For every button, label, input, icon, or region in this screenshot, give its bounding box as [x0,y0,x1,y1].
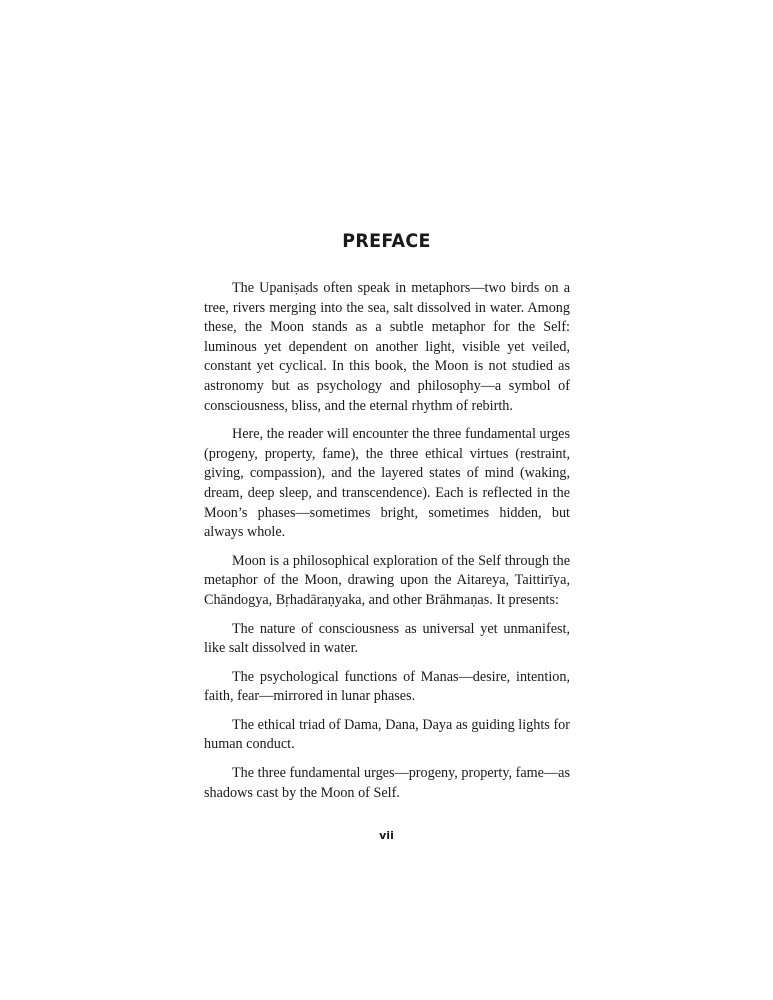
page-number: vii [379,829,394,842]
paragraph: The ethical triad of Dama, Dana, Daya as guiding lights for human conduct. [204,716,570,753]
paragraph: The nature of consciousness as universal yet unmanifest, like salt dissolved in water. [204,620,570,657]
paragraph: The three fundamental urges—progeny, property, fame—as shadows cast by the Moon of Self. [204,765,570,801]
paragraph: The Upaniṣads often speak in metaphors—two birds on a tree, rivers merging into the sea, salt dissolved in water. Among these, the Moon stands as a subtle metaphor for the Self: luminous yet dependent on another light, visible yet veiled, constant yet cyclical. In this book, the Moon is not studied as astronomy but as psychology and philosophy—a symbol of consciousness, bliss, and the eternal rhythm of rebirth. [204,280,570,414]
preface-body [204,279,570,812]
paragraph: The psychological functions of Manas—desire, intention, faith, fear—mirrored in lunar phases. [204,668,570,705]
paragraph: Moon is a philosophical exploration of the Self through the metaphor of the Moon, drawing upon the Aitareya, Taittirīya, Chāndogya, Bṛhadāraṇyaka, and other Brāhmaṇas. It presents: [204,552,570,608]
page-title: PREFACE [342,229,431,252]
paragraph: Here, the reader will encounter the three fundamental urges (progeny, property, fame), the three ethical virtues (restraint, giving, compassion), and the layered states of mind (waking, dream, deep sleep, and transcendence). Each is reflected in the Moon’s phases—sometimes bright, sometimes hidden, but always whole. [204,426,570,541]
